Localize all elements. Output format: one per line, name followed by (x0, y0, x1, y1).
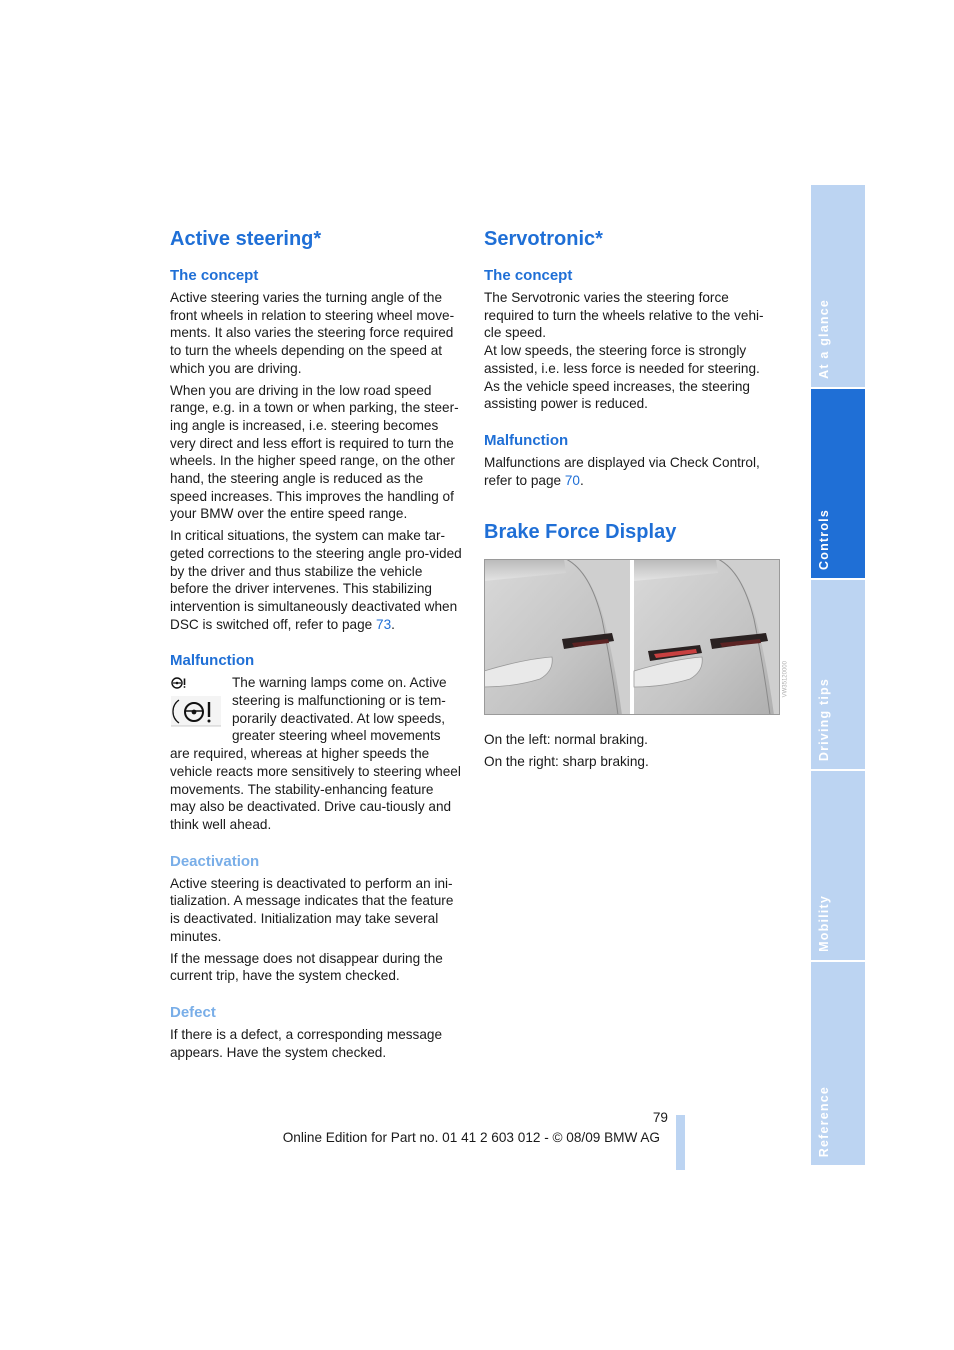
page-reference-link[interactable]: 70 (564, 472, 580, 488)
caption: On the right: sharp braking. (484, 754, 649, 770)
tab-label: Driving tips (817, 677, 831, 761)
steering-warning-icon (170, 676, 222, 728)
heading-concept: The concept (170, 267, 259, 284)
malfunction-block (170, 674, 462, 833)
section-title-brake-force-display: Brake Force Display (484, 521, 677, 544)
paragraph: At low speeds, the steering force is strongly assisted, i.e. less force is needed for steering. As the vehicle speed increases, the steering assisting power is reduced. (484, 343, 760, 412)
paragraph-text: In critical situations, the system can make tar-geted corrections to the steering angle pro-vided by the driver and thus stabilize the vehicle before the driver intervenes. This stabilizing intervention is simultaneously deactivated when DSC is switched off, refer to page (170, 528, 462, 632)
tab-label: Controls (817, 509, 831, 570)
caption: On the left: normal braking. (484, 732, 648, 748)
tab-mobility[interactable] (811, 771, 865, 960)
heading-malfunction: Malfunction (170, 652, 255, 670)
left-column (170, 226, 462, 1065)
heading-concept: The concept (484, 267, 573, 284)
photo-code: VW35120000 (782, 661, 788, 698)
tab-label: At a glance (817, 299, 831, 379)
paragraph: Active steering is deactivated to perform an ini-tialization. A message indicates that the feature is deactivated. Initialization may take several minutes. (170, 875, 454, 944)
page-number: 79 (652, 1110, 668, 1125)
paragraph: are required, whereas at higher speeds the vehicle reacts more sensitively to steering wheel movements. The stability-enhancing feature may also be deactivated. Drive cau-tiously and think well ahead. (170, 746, 461, 832)
paragraph: If the message does not disappear during the current trip, have the system checked. (170, 950, 443, 984)
right-column (484, 226, 788, 775)
paragraph-text: Malfunctions are displayed via Check Control, refer to page (484, 454, 760, 488)
tab-at-a-glance[interactable] (811, 185, 865, 387)
tab-controls[interactable] (811, 389, 865, 578)
heading-defect: Defect (170, 1003, 216, 1021)
tab-driving-tips[interactable] (811, 580, 865, 769)
paragraph: The Servotronic varies the steering force required to turn the wheels relative to the vehi-cle speed. (484, 290, 764, 341)
heading-deactivation: Deactivation (170, 852, 260, 870)
malfunction-description: The warning lamps come on. Active steering is malfunctioning or is tem-porarily deactivated. At low speeds, greater steering wheel movements (232, 675, 447, 744)
paragraph: Active steering varies the turning angle of the front wheels in relation to steering wheel move-ments. It also varies the steering force required to turn the wheels depending on the speed at which you are driving. (170, 290, 455, 376)
heading-malfunction: Malfunction (484, 431, 569, 449)
section-title-servotronic: Servotronic* (484, 228, 603, 250)
paragraph: If there is a defect, a corresponding message appears. Have the system checked. (170, 1026, 443, 1060)
section-title-active-steering: Active steering* (170, 228, 322, 250)
tab-label: Reference (817, 1085, 831, 1157)
tab-reference[interactable] (811, 962, 865, 1165)
paragraph: In critical situations, the system can make tar-geted corrections to the steering angle pro-vided by the driver and thus stabilize the vehicle before the driver intervenes. This stabilizing intervention is simultaneously deactivated when DSC is switched off, refer to page 73. (170, 528, 462, 632)
footer-text: Online Edition for Part no. 01 41 2 603 012 - © 08/09 BMW AG (282, 1130, 660, 1145)
footer-accent-bar (676, 1115, 685, 1170)
paragraph: When you are driving in the low road speed range, e.g. in a town or when parking, the steer-ing angle is increased, i.e. steering becomes very direct and less effort is required to turn the wheels. In the higher speed range, on the other hand, the steering angle is reduced as the speed increases. This improves the handling of your BMW over the entire speed range. (170, 382, 459, 522)
brake-force-display-photo (484, 559, 788, 715)
paragraph: Malfunctions are displayed via Check Control, refer to page 70. (484, 454, 760, 488)
tab-label: Mobility (817, 895, 831, 952)
page-reference-link[interactable]: 73 (376, 616, 392, 632)
